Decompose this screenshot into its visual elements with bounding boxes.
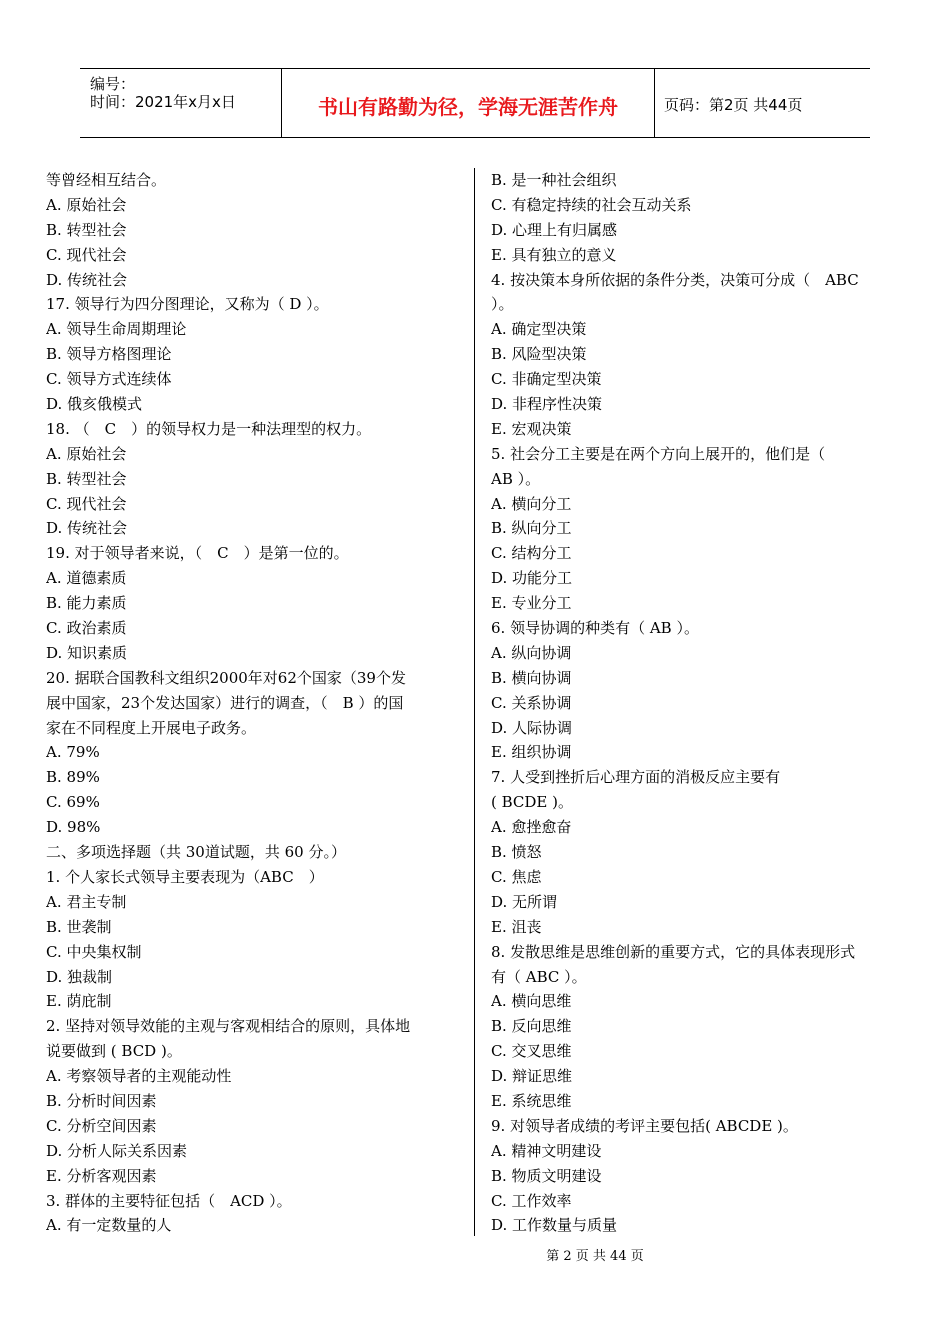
text-line: C. 现代社会 — [46, 494, 127, 513]
text-line: A. 精神文明建设 — [491, 1141, 602, 1160]
text-line: B. 能力素质 — [46, 594, 127, 613]
text-line: A. 君主专制 — [46, 892, 127, 911]
text-line: 18. （ C ）的领导权力是一种法理型的权力。 — [46, 419, 372, 438]
page-info: 页码：第2页 共44页 — [664, 96, 803, 114]
text-line: B. 风险型决策 — [491, 345, 587, 364]
text-line: B. 分析时间因素 — [46, 1091, 157, 1110]
page-footer: 第 2 页 共 44 页 — [546, 1249, 644, 1264]
text-line: A. 确定型决策 — [491, 320, 587, 339]
text-line: 等曾经相互结合。 — [46, 171, 167, 189]
text-line: D. 传统社会 — [46, 270, 128, 289]
text-line: 2. 坚持对领导效能的主观与客观相结合的原则，具体地 — [46, 1017, 411, 1036]
header-meta — [80, 69, 280, 137]
text-line: 4. 按决策本身所依据的条件分类，决策可分成（ ABC — [491, 270, 859, 289]
text-line: D. 辩证思维 — [491, 1067, 573, 1086]
text-line: C. 关系协调 — [491, 693, 572, 712]
text-line: C. 中央集权制 — [46, 942, 142, 961]
left-column — [46, 168, 460, 1238]
text-line: E. 专业分工 — [491, 594, 572, 613]
text-line: A. 横向分工 — [491, 494, 572, 513]
text-line: ）。 — [491, 295, 514, 314]
text-line: D. 无所谓 — [491, 892, 558, 911]
text-line: C. 政治素质 — [46, 619, 127, 638]
text-line: B. 是一种社会组织 — [491, 171, 617, 189]
text-line: C. 领导方式连续体 — [46, 370, 172, 389]
text-line: C. 有稳定持续的社会互动关系 — [491, 195, 692, 214]
text-line: C. 分析空间因素 — [46, 1116, 157, 1135]
header-page-cell — [654, 69, 870, 137]
text-line: 19. 对于领导者来说，（ C ）是第一位的。 — [46, 544, 349, 563]
text-line: D. 心理上有归属感 — [491, 220, 618, 239]
text-line: A. 79% — [46, 743, 100, 762]
number-label: 编号： — [90, 75, 136, 93]
text-line: D. 俄亥俄模式 — [46, 395, 143, 414]
date-label: 时间：2021年x月x日 — [90, 93, 236, 111]
text-line: B. 愤怒 — [491, 843, 542, 862]
text-line: 家在不同程度上开展电子政务。 — [46, 718, 257, 737]
text-line: E. 具有独立的意义 — [491, 245, 617, 264]
text-line: C. 焦虑 — [491, 867, 542, 886]
text-line: 有（ ABC ）。 — [491, 967, 587, 986]
page-header — [80, 68, 870, 138]
text-line: E. 沮丧 — [491, 917, 542, 936]
text-line: D. 工作数量与质量 — [491, 1216, 618, 1235]
text-line: A. 原始社会 — [46, 195, 127, 214]
text-line: B. 物质文明建设 — [491, 1166, 602, 1185]
text-line: 9. 对领导者成绩的考评主要包括( ABCDE )。 — [491, 1116, 798, 1135]
text-line: E. 宏观决策 — [491, 419, 572, 438]
text-line: C. 非确定型决策 — [491, 370, 602, 389]
text-line: E. 系统思维 — [491, 1091, 572, 1110]
text-line: 5. 社会分工主要是在两个方向上展开的，他们是（ — [491, 444, 826, 463]
text-line: A. 愈挫愈奋 — [491, 818, 572, 837]
text-line: B. 89% — [46, 768, 100, 787]
text-line: B. 纵向分工 — [491, 519, 572, 538]
column-divider — [474, 168, 475, 1236]
text-line: 17. 领导行为四分图理论，又称为（ D ）。 — [46, 295, 329, 314]
text-line: A. 横向思维 — [491, 992, 572, 1011]
text-line: AB ）。 — [491, 469, 541, 488]
header-motto-cell — [281, 69, 655, 137]
text-line: E. 荫庇制 — [46, 992, 112, 1011]
text-line: A. 领导生命周期理论 — [46, 320, 187, 339]
text-line: B. 领导方格图理论 — [46, 345, 172, 364]
text-line: ( BCDE )。 — [491, 793, 573, 812]
text-line: E. 分析客观因素 — [46, 1166, 157, 1185]
text-line: 7. 人受到挫折后心理方面的消极反应主要有 — [491, 768, 781, 787]
text-line: A. 道德素质 — [46, 569, 127, 588]
text-line: 8. 发散思维是思维创新的重要方式，它的具体表现形式 — [491, 942, 856, 961]
text-line: 1. 个人家长式领导主要表现为（ABC ） — [46, 867, 324, 886]
text-line: 6. 领导协调的种类有（ AB ）。 — [491, 619, 699, 638]
text-line: D. 传统社会 — [46, 519, 128, 538]
text-line: A. 原始社会 — [46, 444, 127, 463]
text-line: D. 98% — [46, 818, 101, 837]
text-line: E. 组织协调 — [491, 743, 572, 762]
text-line: B. 转型社会 — [46, 469, 127, 488]
text-line: D. 非程序性决策 — [491, 395, 603, 414]
text-line: D. 分析人际关系因素 — [46, 1141, 188, 1160]
text-line: A. 有一定数量的人 — [46, 1216, 172, 1235]
text-line: C. 工作效率 — [491, 1191, 572, 1210]
text-line: D. 独裁制 — [46, 967, 113, 986]
text-line: 二、多项选择题（共 30道试题，共 60 分。） — [46, 843, 346, 862]
text-line: C. 现代社会 — [46, 245, 127, 264]
text-line: A. 考察领导者的主观能动性 — [46, 1067, 232, 1086]
text-line: 说要做到 ( BCD )。 — [46, 1042, 182, 1061]
text-line: D. 功能分工 — [491, 569, 573, 588]
text-line: C. 交叉思维 — [491, 1042, 572, 1061]
text-line: 展中国家，23个发达国家）进行的调查，（ B ）的国 — [46, 693, 404, 712]
text-line: B. 横向协调 — [491, 668, 572, 687]
text-line: B. 世袭制 — [46, 917, 112, 936]
text-line: B. 转型社会 — [46, 220, 127, 239]
text-line: C. 69% — [46, 793, 100, 812]
text-line: C. 结构分工 — [491, 544, 572, 563]
motto-text: 书山有路勤为径，学海无涯苦作舟 — [318, 95, 618, 119]
text-line: 20. 据联合国教科文组织2000年对62个国家（39个发 — [46, 668, 406, 687]
text-line: D. 人际协调 — [491, 718, 573, 737]
text-line: D. 知识素质 — [46, 643, 128, 662]
text-line: A. 纵向协调 — [491, 643, 572, 662]
right-column — [491, 168, 905, 1238]
text-line: B. 反向思维 — [491, 1017, 572, 1036]
text-line: 3. 群体的主要特征包括（ ACD ）。 — [46, 1191, 292, 1210]
